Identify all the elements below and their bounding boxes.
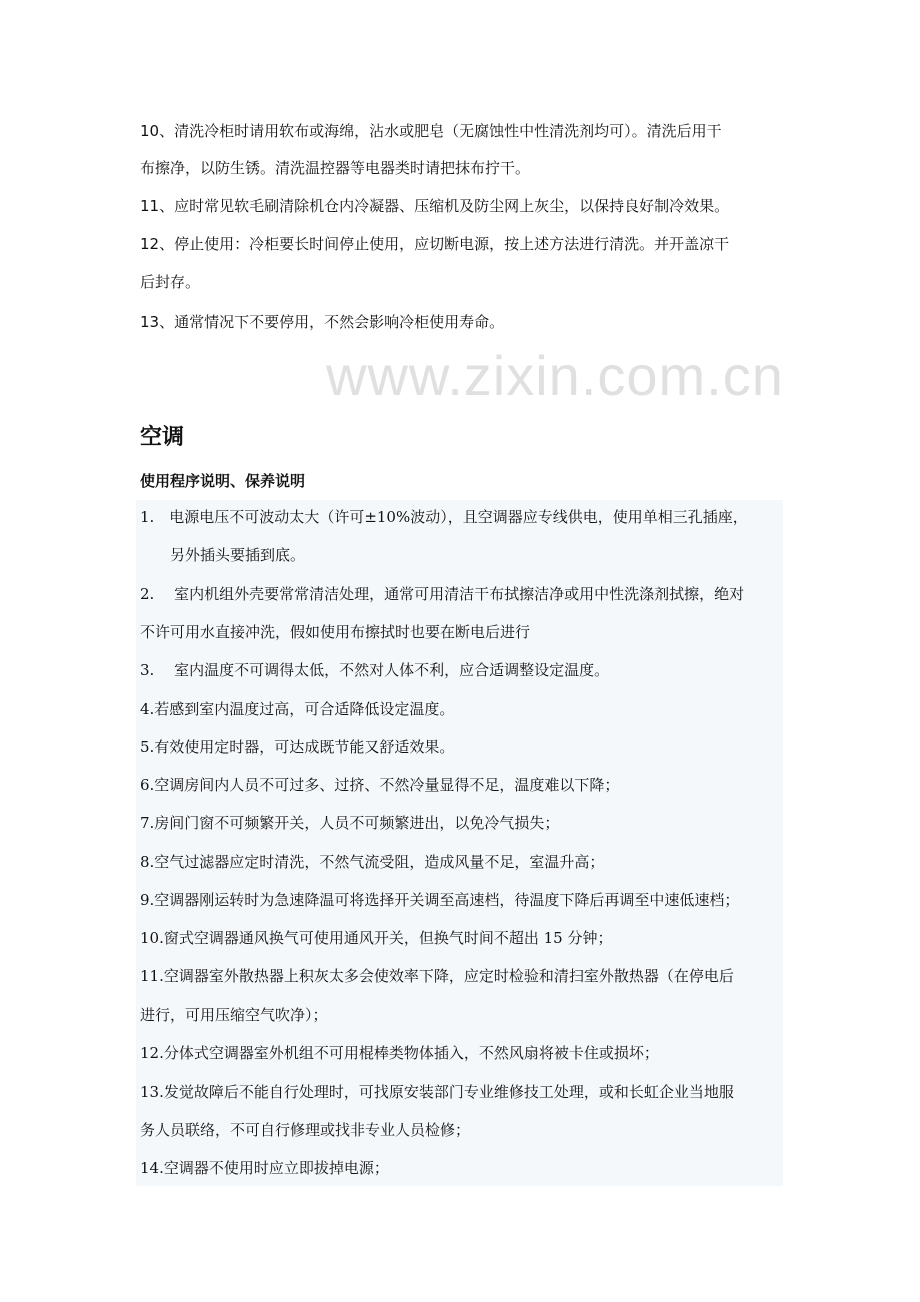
fridge-item-13: 13、通常情况下不要停用，不然会影响冷柜使用寿命。: [140, 313, 505, 331]
fridge-item-10-line2: 布擦净，以防生锈。清洗温控器等电器类时请把抹布拧干。: [140, 159, 531, 177]
fridge-item-12-line2: 后封存。: [140, 273, 201, 291]
ac-item-1-line1: 1. 电源电压不可波动太大（许可±10%波动），且空调器应专线供电，使用单相三孔插座，: [140, 508, 748, 526]
ac-item-2-line2: 不许可用水直接冲洗，假如使用布擦拭时也要在断电后进行: [140, 623, 531, 641]
ac-item-1-line2: 另外插头要插到底。: [170, 546, 306, 564]
ac-item-14: 14.空调器不使用时应立即拔掉电源；: [140, 1159, 389, 1177]
ac-item-12: 12.分体式空调器室外机组不可用棍棒类物体插入，不然风扇将被卡住或损坏；: [140, 1044, 659, 1062]
ac-item-4: 4.若感到室内温度过高，可合适降低设定温度。: [140, 700, 455, 718]
fridge-item-11: 11、应时常见软毛刷清除机仓内冷凝器、压缩机及防尘网上灰尘，以保持良好制冷效果。: [140, 197, 730, 215]
section-title: 空调: [140, 425, 185, 450]
ac-item-9: 9.空调器刚运转时为急速降温可将选择开关调至高速档，待温度下降后再调至中速低速档；: [140, 891, 740, 909]
ac-item-7: 7.房间门窗不可频繁开关，人员不可频繁进出，以免冷气损失；: [140, 814, 560, 832]
ac-item-11-line1: 11.空调器室外散热器上积灰太多会使效率下降，应定时检验和清扫室外散热器（在停电后: [140, 967, 734, 985]
ac-item-10: 10.窗式空调器通风换气可使用通风开关，但换气时间不超出 15 分钟；: [140, 929, 613, 947]
ac-item-13-line2: 务人员联络，不可自行修理或找非专业人员检修；: [140, 1121, 471, 1139]
ac-item-11-line2: 进行，可用压缩空气吹净）；: [140, 1006, 328, 1024]
ac-item-3: 3. 室内温度不可调得太低，不然对人体不利，应合适调整设定温度。: [140, 661, 610, 679]
ac-item-8: 8.空气过滤器应定时清洗，不然气流受阻，造成风量不足，室温升高；: [140, 853, 605, 871]
ac-item-13-line1: 13.发觉故障后不能自行处理时，可找原安装部门专业维修技工处理，或和长虹企业当地服: [140, 1083, 734, 1101]
fridge-item-12-line1: 12、停止使用：冷柜要长时间停止使用，应切断电源，按上述方法进行清洗。并开盖凉干: [140, 235, 730, 253]
watermark: www.zixin.com.cn: [326, 344, 784, 407]
fridge-item-10-line1: 10、清洗冷柜时请用软布或海绵，沾水或肥皂（无腐蚀性中性清洗剂均可）。清洗后用干: [140, 122, 722, 140]
ac-item-5: 5.有效使用定时器，可达成既节能又舒适效果。: [140, 738, 455, 756]
ac-item-2-line1: 2. 室内机组外壳要常常清洁处理，通常可用清洁干布拭擦洁净或用中性洗涤剂拭擦，绝对: [140, 585, 745, 603]
section-subtitle: 使用程序说明、保养说明: [140, 472, 306, 490]
ac-item-6: 6.空调房间内人员不可过多、过挤、不然冷量显得不足，温度难以下降；: [140, 776, 620, 794]
